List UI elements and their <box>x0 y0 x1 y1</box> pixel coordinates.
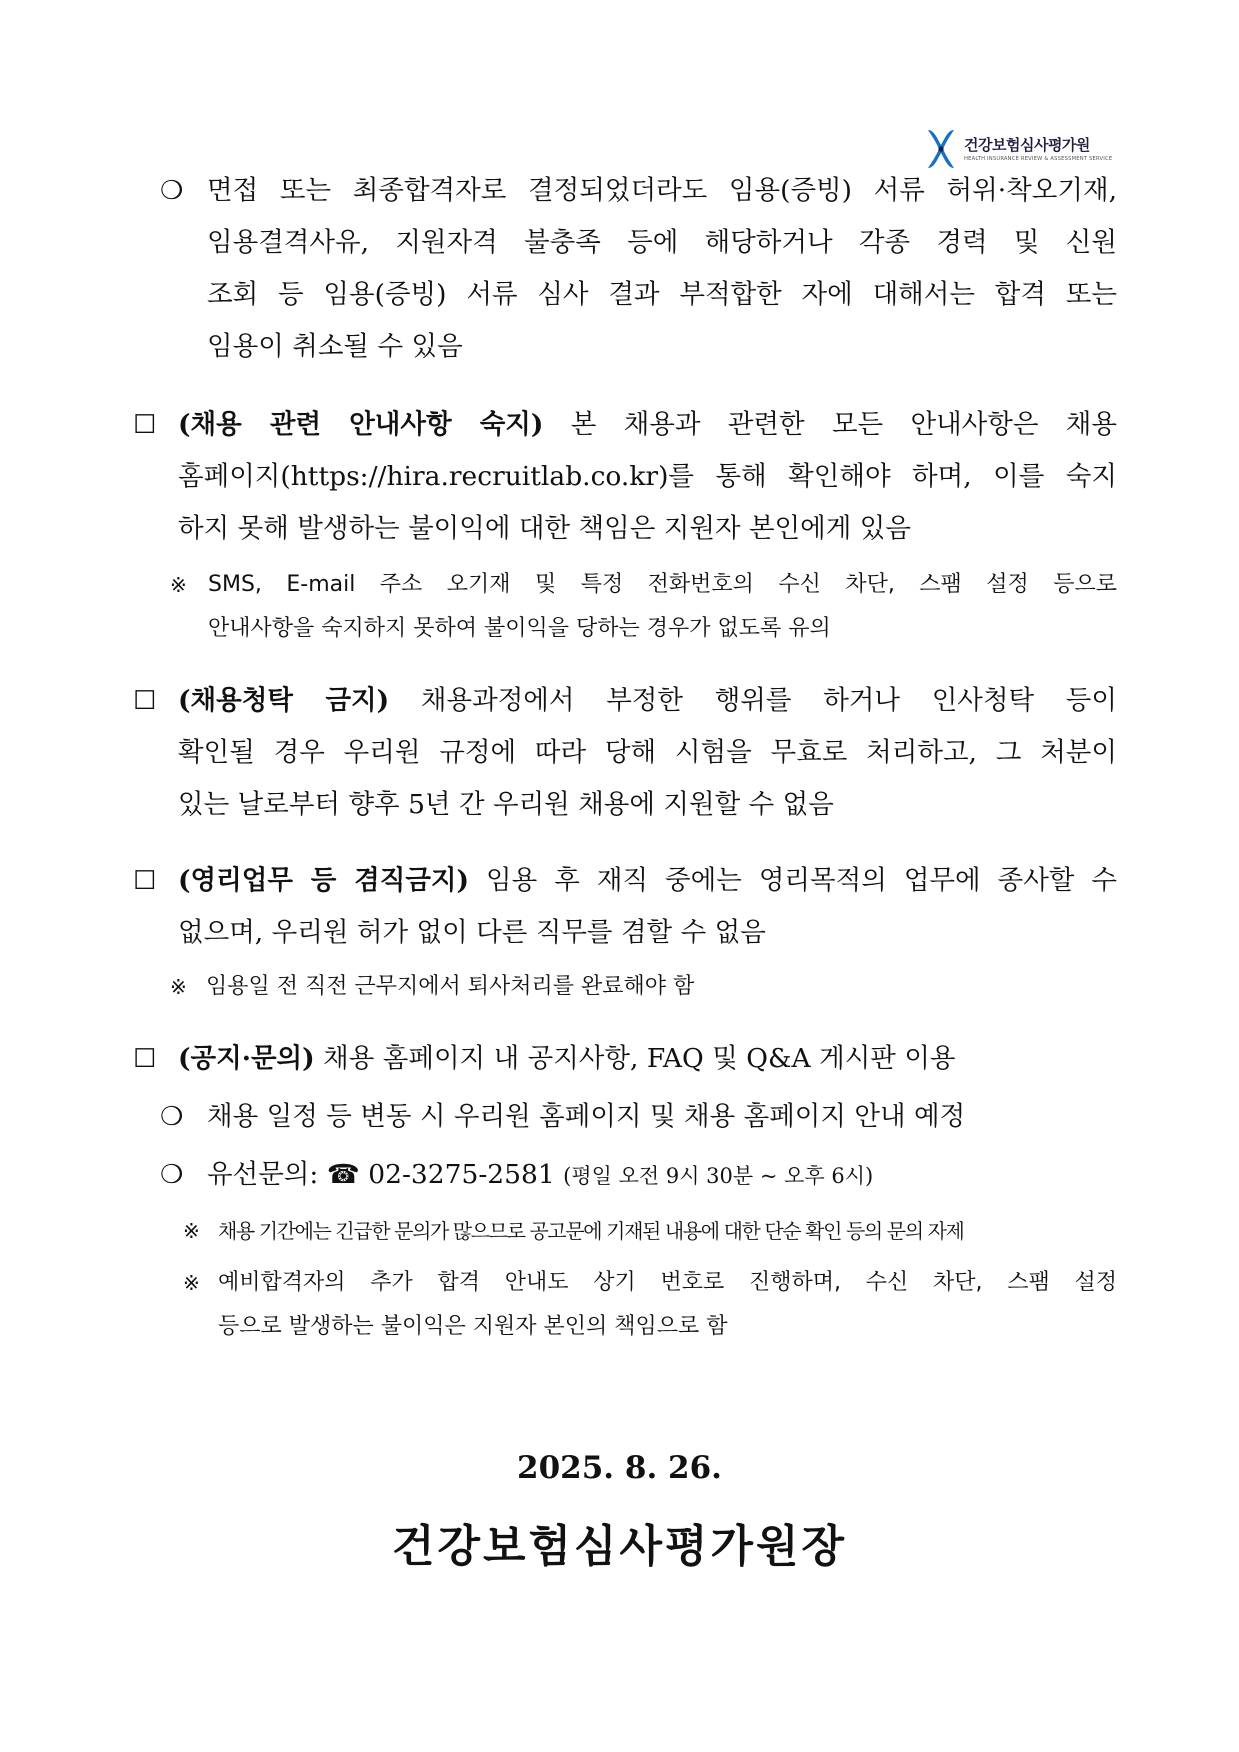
item-first-line <box>178 684 1117 718</box>
item-first-rest: 채용과정에서 부정한 행위를 하거나 인사청탁 등이 <box>389 685 1117 716</box>
item-line: 조회 등 임용(증빙) 서류 심사 결과 부적합한 자에 대해서는 합격 또는 <box>207 279 1117 310</box>
sub-line-schedule: 채용 일정 등 변동 시 우리원 홈페이지 및 채용 홈페이지 안내 예정 <box>207 1101 966 1132</box>
item-line: 임용이 취소될 수 있음 <box>207 331 463 362</box>
logo-name-en: HEALTH INSURANCE REVIEW & ASSESSMENT SERVICE <box>964 156 1113 162</box>
checkbox-bullet-icon: ☐ <box>133 686 157 716</box>
item-line: 홈페이지(https://hira.recruitlab.co.kr)를 통해 확인해야 하며, 이를 숙지 <box>178 461 1117 492</box>
item-first-line <box>178 1042 1117 1076</box>
item-line: 면접 또는 최종합격자로 결정되었더라도 임용(증빙) 서류 허위·착오기재, <box>207 175 1117 206</box>
note-mark-icon: ※ <box>170 975 187 999</box>
checkbox-bullet-icon: ☐ <box>133 866 157 896</box>
notice-date: 2025. 8. 26. <box>517 1450 722 1486</box>
phone-number: 02-3275-2581 <box>368 1159 555 1190</box>
item-title: (채용 관련 안내사항 숙지) <box>178 409 544 440</box>
circle-bullet-icon: ❍ <box>160 1102 184 1132</box>
note-line: 임용일 전 직전 근무지에서 퇴사처리를 완료해야 함 <box>206 974 695 999</box>
item-first-rest: 임용 후 재직 중에는 영리목적의 업무에 종사할 수 <box>469 865 1117 896</box>
note-line: 채용 기간에는 긴급한 문의가 많으므로 공고문에 기재된 내용에 대한 단순 확인 등의 문의 자제 <box>218 1219 964 1243</box>
logo-name-ko: 건강보험심사평가원 <box>964 136 1090 154</box>
signature: 건강보험심사평가원장 <box>391 1521 848 1572</box>
phone-icon: ☎ <box>326 1159 360 1190</box>
item-title: (채용청탁 금지) <box>178 685 390 716</box>
item-first-line <box>178 864 1117 898</box>
sub-line-phone <box>207 1158 1117 1193</box>
hira-logo <box>924 128 1124 172</box>
note-mark-icon: ※ <box>170 573 187 597</box>
item-line: 없으며, 우리원 허가 없이 다른 직무를 겸할 수 없음 <box>178 917 766 948</box>
note-line: 예비합격자의 추가 합격 안내도 상기 번호로 진행하며, 수신 차단, 스팸 설정 <box>218 1270 1117 1295</box>
item-line: 임용결격사유, 지원자격 불충족 등에 해당하거나 각종 경력 및 신원 <box>207 227 1117 258</box>
note-mark-icon: ※ <box>183 1271 200 1295</box>
note-mark-icon: ※ <box>183 1219 200 1243</box>
phone-label: 유선문의: <box>207 1159 319 1190</box>
item-line: 하지 못해 발생하는 불이익에 대한 책임은 지원자 본인에게 있음 <box>178 513 911 544</box>
item-title: (영리업무 등 겸직금지) <box>178 865 470 896</box>
checkbox-bullet-icon: ☐ <box>133 410 157 440</box>
circle-bullet-icon: ❍ <box>160 176 184 206</box>
note-line: SMS, E-mail 주소 오기재 및 특정 전화번호의 수신 차단, 스팸 설정 등으로 <box>208 572 1117 597</box>
note-line: 등으로 발생하는 불이익은 지원자 본인의 책임으로 함 <box>218 1314 728 1339</box>
item-first-rest: 채용 홈페이지 내 공지사항, FAQ 및 Q&A 게시판 이용 <box>314 1043 956 1074</box>
hira-logo-mark-icon <box>924 128 958 170</box>
note-line: 안내사항을 숙지하지 못하여 불이익을 당하는 경우가 없도록 유의 <box>208 616 831 641</box>
item-line: 확인될 경우 우리원 규정에 따라 당해 시험을 무효로 처리하고, 그 처분이 <box>178 737 1117 768</box>
phone-hours: (평일 오전 9시 30분 ~ 오후 6시) <box>563 1164 874 1188</box>
checkbox-bullet-icon: ☐ <box>133 1044 157 1074</box>
item-first-line <box>178 408 1117 442</box>
item-line: 있는 날로부터 향후 5년 간 우리원 채용에 지원할 수 없음 <box>178 789 834 820</box>
circle-bullet-icon: ❍ <box>160 1160 184 1190</box>
item-first-rest: 본 채용과 관련한 모든 안내사항은 채용 <box>543 409 1117 440</box>
item-title: (공지·문의) <box>178 1043 315 1074</box>
